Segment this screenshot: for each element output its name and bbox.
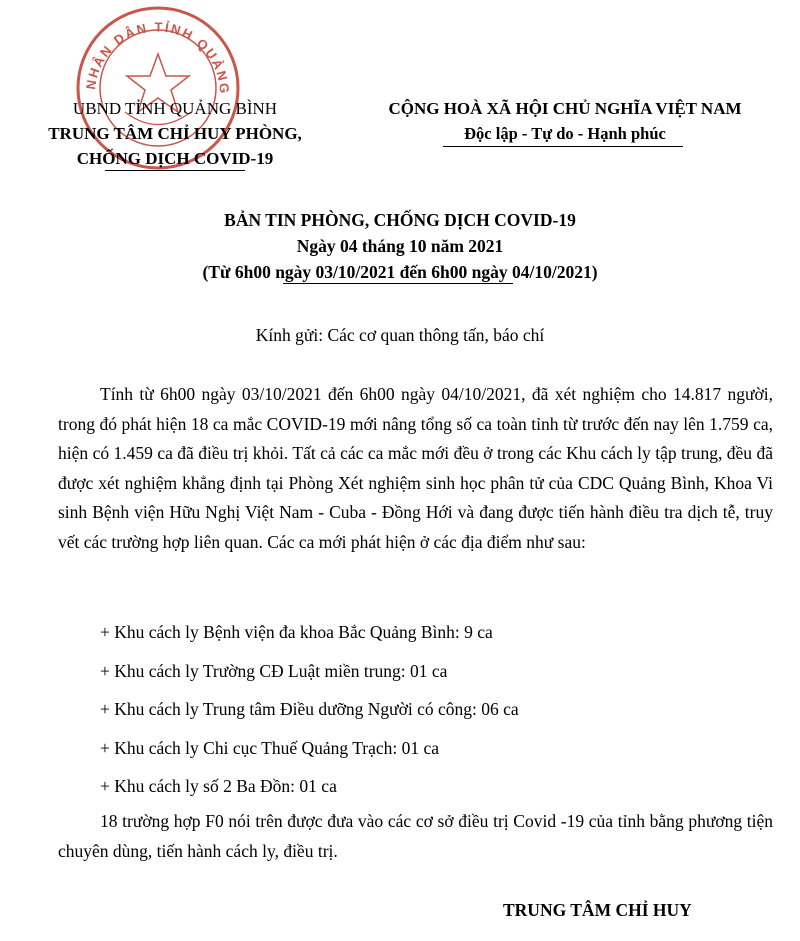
locations-list — [100, 619, 519, 812]
title-date: Ngày 04 tháng 10 năm 2021 — [296, 236, 504, 256]
national-header — [345, 96, 785, 146]
list-item: + Khu cách ly Trường CĐ Luật miền trung: 01 ca — [100, 660, 448, 681]
command-center-name: TRUNG TÂM CHỈ HUY PHÒNG, — [48, 124, 302, 143]
country-name: CỘNG HOÀ XÃ HỘI CHỦ NGHĨA VIỆT NAM — [388, 99, 742, 118]
issuing-authority — [10, 96, 340, 171]
bulletin-title — [0, 207, 800, 285]
list-item: + Khu cách ly Trung tâm Điều dưỡng Người có công: 06 ca — [100, 699, 519, 719]
svg-text:NHÂN DÂN TỈNH QUẢNG — [83, 19, 232, 95]
stamp-text: NHÂN DÂN TỈNH QUẢNG — [83, 19, 233, 96]
list-item: + Khu cách ly số 2 Ba Đồn: 01 ca — [100, 776, 337, 796]
main-paragraph: Tính từ 6h00 ngày 03/10/2021 đến 6h00 ngày 04/10/2021, đã xét nghiệm cho 14.817 người, trong đó phát hiện 18 ca mắc COVID-19 mới nâng tổng số ca toàn tỉnh từ trước đến nay lên 1.759 ca, hiện có 1.459 ca đã điều trị khỏi. Tất cả các ca mắc mới đều ở trong các Khu cách ly tập trung, đều đã được xét nghiệm khẳng định tại Phòng Xét nghiệm sinh học phân tử của CDC Quảng Bình, Khoa Vi sinh Bệnh viện Hữu Nghị Việt Nam - Cuba - Đồng Hới và đang được tiến hành điều tra dịch tễ, truy vết các trường hợp liên quan. Các ca mới phát hiện ở các địa điểm như sau: — [58, 384, 773, 552]
list-item: + Khu cách ly Chi cục Thuế Quảng Trạch: 01 ca — [100, 737, 440, 758]
title-main: BẢN TIN PHÒNG, CHỐNG DỊCH COVID-19 — [224, 210, 576, 230]
header-left-underline — [105, 170, 245, 171]
national-motto: Độc lập - Tự do - Hạnh phúc — [464, 124, 666, 143]
title-underline — [283, 283, 513, 284]
command-center-name-cont: CHỐNG DỊCH COVID-19 — [76, 149, 274, 168]
closing-paragraph: 18 trường hợp F0 nói trên được đưa vào các cơ sở điều trị Covid -19 của tỉnh bằng phương tiện chuyên dùng, tiến hành cách ly, điều trị. — [58, 811, 773, 861]
title-period: (Từ 6h00 ngày 03/10/2021 đến 6h00 ngày 04/10/2021) — [202, 262, 598, 282]
recipient-line: Kính gửi: Các cơ quan thông tấn, báo chí — [255, 325, 545, 345]
province-committee: UBND TỈNH QUẢNG BÌNH — [72, 99, 278, 118]
signature-block: TRUNG TÂM CHỈ HUY — [503, 900, 692, 920]
list-item: + Khu cách ly Bệnh viện đa khoa Bắc Quảng Bình: 9 ca — [100, 622, 493, 642]
motto-underline — [443, 146, 683, 147]
